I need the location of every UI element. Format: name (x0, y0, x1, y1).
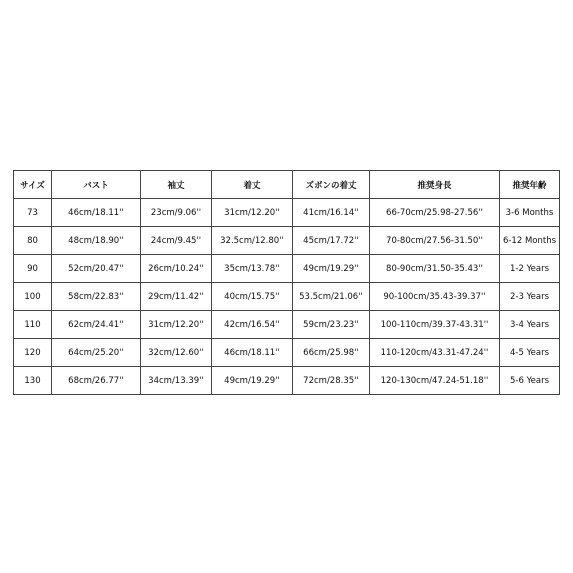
table-cell: 52cm/20.47'' (52, 255, 141, 283)
header-size: サイズ (14, 171, 52, 199)
table-cell: 32.5cm/12.80'' (212, 227, 293, 255)
table-row (14, 311, 560, 339)
table-cell: 100 (14, 283, 52, 311)
header-sleeve-length: 袖丈 (141, 171, 212, 199)
table-cell: 110-120cm/43.31-47.24'' (370, 339, 500, 367)
table-cell: 66-70cm/25.98-27.56'' (370, 199, 500, 227)
table-cell: 23cm/9.06'' (141, 199, 212, 227)
table-row (14, 255, 560, 283)
table-cell: 48cm/18.90'' (52, 227, 141, 255)
header-recommended-age: 推奨年齢 (500, 171, 560, 199)
table-cell: 6-12 Months (500, 227, 560, 255)
table-cell: 46cm/18.11'' (212, 339, 293, 367)
table-cell: 90 (14, 255, 52, 283)
table-cell: 31cm/12.20'' (212, 199, 293, 227)
table-cell: 100-110cm/39.37-43.31'' (370, 311, 500, 339)
header-recommended-height: 推奨身長 (370, 171, 500, 199)
table-cell: 130 (14, 367, 52, 395)
table-cell: 120-130cm/47.24-51.18'' (370, 367, 500, 395)
table-row (14, 339, 560, 367)
table-header-row (14, 171, 560, 199)
table-row (14, 283, 560, 311)
table-cell: 53.5cm/21.06'' (293, 283, 370, 311)
table-cell: 58cm/22.83'' (52, 283, 141, 311)
table-cell: 80-90cm/31.50-35.43'' (370, 255, 500, 283)
header-pants-length: ズボンの着丈 (293, 171, 370, 199)
table-cell: 66cm/25.98'' (293, 339, 370, 367)
table-cell: 32cm/12.60'' (141, 339, 212, 367)
table-cell: 35cm/13.78'' (212, 255, 293, 283)
header-bust: バスト (52, 171, 141, 199)
table-cell: 45cm/17.72'' (293, 227, 370, 255)
size-chart-table (13, 170, 560, 395)
table-cell: 1-2 Years (500, 255, 560, 283)
table-cell: 120 (14, 339, 52, 367)
table-cell: 73 (14, 199, 52, 227)
table-cell: 62cm/24.41'' (52, 311, 141, 339)
table-cell: 34cm/13.39'' (141, 367, 212, 395)
table-cell: 40cm/15.75'' (212, 283, 293, 311)
table-cell: 49cm/19.29'' (293, 255, 370, 283)
table-cell: 90-100cm/35.43-39.37'' (370, 283, 500, 311)
table-cell: 41cm/16.14'' (293, 199, 370, 227)
table-cell: 110 (14, 311, 52, 339)
table-cell: 59cm/23.23'' (293, 311, 370, 339)
table-cell: 26cm/10.24'' (141, 255, 212, 283)
table-cell: 68cm/26.77'' (52, 367, 141, 395)
header-body-length: 着丈 (212, 171, 293, 199)
table-cell: 4-5 Years (500, 339, 560, 367)
table-cell: 64cm/25.20'' (52, 339, 141, 367)
table-cell: 49cm/19.29'' (212, 367, 293, 395)
table-cell: 70-80cm/27.56-31.50'' (370, 227, 500, 255)
table-cell: 24cm/9.45'' (141, 227, 212, 255)
table-cell: 5-6 Years (500, 367, 560, 395)
table-cell: 46cm/18.11'' (52, 199, 141, 227)
table-cell: 42cm/16.54'' (212, 311, 293, 339)
table-cell: 72cm/28.35'' (293, 367, 370, 395)
table-cell: 2-3 Years (500, 283, 560, 311)
table-cell: 3-4 Years (500, 311, 560, 339)
table-cell: 3-6 Months (500, 199, 560, 227)
table-cell: 31cm/12.20'' (141, 311, 212, 339)
table-row (14, 199, 560, 227)
table-row (14, 367, 560, 395)
table-row (14, 227, 560, 255)
table-cell: 29cm/11.42'' (141, 283, 212, 311)
table-cell: 80 (14, 227, 52, 255)
